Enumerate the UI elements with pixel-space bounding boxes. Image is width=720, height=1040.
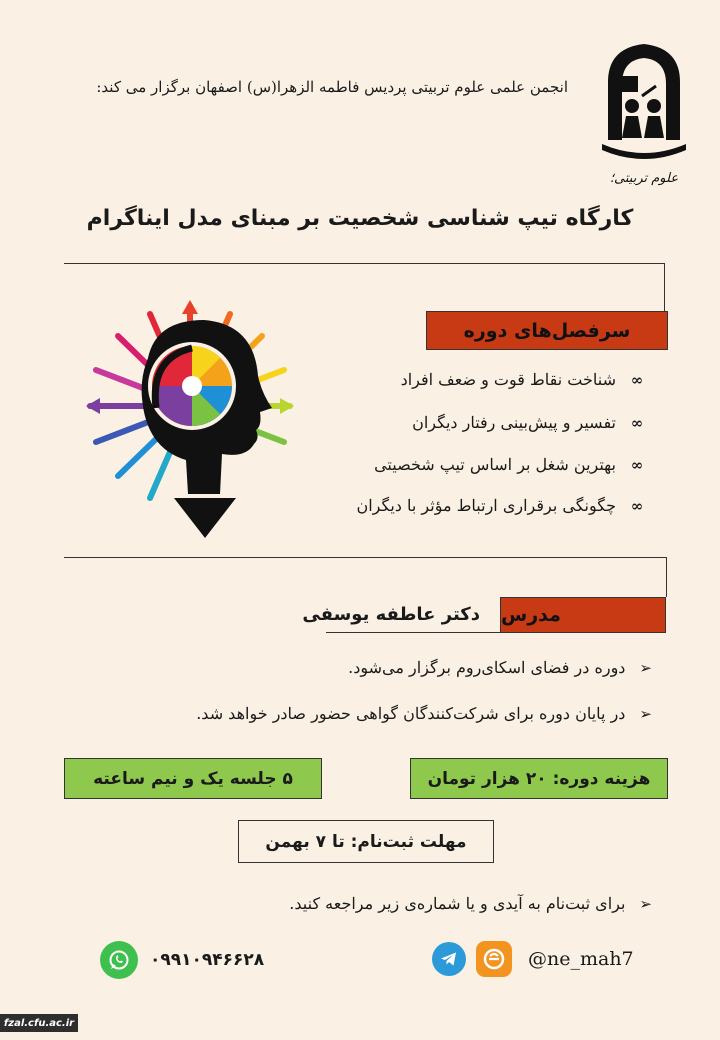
whatsapp-icon[interactable] xyxy=(100,941,138,979)
channel-handle[interactable]: @ne_mah7 xyxy=(528,948,634,970)
head-illustration xyxy=(86,298,298,544)
channel-contact[interactable] xyxy=(432,941,634,977)
teacher-name: دکتر عاطفه یوسفی xyxy=(302,604,480,625)
topic-item: ∞ شناخت نقاط قوت و ضعف افراد xyxy=(401,370,648,389)
topic-item: ∞ چگونگی برقراری ارتباط مؤثر با دیگران xyxy=(356,496,648,515)
topic-item: ∞ تفسیر و پیش‌بینی رفتار دیگران xyxy=(412,413,648,432)
arrow-bullet-icon: ➢ xyxy=(639,894,652,913)
bullet-icon: ∞ xyxy=(630,370,644,389)
contact-note: ➢ برای ثبت‌نام به آیدی و یا شماره‌ی زیر مراجعه کنید. xyxy=(289,894,652,913)
teacher-label: مدرس xyxy=(500,597,666,633)
arrow-bullet-icon: ➢ xyxy=(639,658,652,677)
deadline-box: مهلت ثبت‌نام: تا ۷ بهمن xyxy=(238,820,494,863)
bullet-icon: ∞ xyxy=(630,496,644,515)
bullet-icon: ∞ xyxy=(630,413,644,432)
bullet-icon: ∞ xyxy=(630,455,644,474)
topic-item: ∞ بهترین شغل بر اساس تیپ شخصیتی xyxy=(374,455,648,474)
arrow-bullet-icon: ➢ xyxy=(639,704,652,723)
association-logo xyxy=(598,40,690,190)
telegram-icon[interactable] xyxy=(432,942,466,976)
intro-text: انجمن علمی علوم تربیتی پردیس فاطمه الزهرا(س) اصفهان برگزار می کند: xyxy=(96,78,568,96)
topics-heading: سرفصل‌های دوره xyxy=(426,311,668,350)
phone-contact[interactable] xyxy=(100,941,264,979)
divider xyxy=(326,632,500,633)
cost-box: هزینه دوره: ۲۰ هزار تومان xyxy=(410,758,668,799)
note-item: ➢ دوره در فضای اسکای‌روم برگزار می‌شود. xyxy=(348,658,652,677)
workshop-title: کارگاه تیپ شناسی شخصیت بر مبنای مدل اینا‌گرام xyxy=(86,206,634,231)
sessions-box: ۵ جلسه یک و نیم ساعته xyxy=(64,758,322,799)
note-item: ➢ در پایان دوره برای شرکت‌کنندگان گواهی حضور صادر خواهد شد. xyxy=(196,704,652,723)
divider xyxy=(666,557,667,597)
watermark-tag: fzal.cfu.ac.ir xyxy=(0,1014,78,1032)
divider xyxy=(664,263,665,311)
svg-text:علوم تربیتی؛: علوم تربیتی؛ xyxy=(609,171,679,186)
divider xyxy=(64,557,666,558)
phone-number[interactable]: ۰۹۹۱۰۹۴۶۶۲۸ xyxy=(150,950,265,970)
eitaa-icon[interactable] xyxy=(476,941,512,977)
divider xyxy=(64,263,664,264)
